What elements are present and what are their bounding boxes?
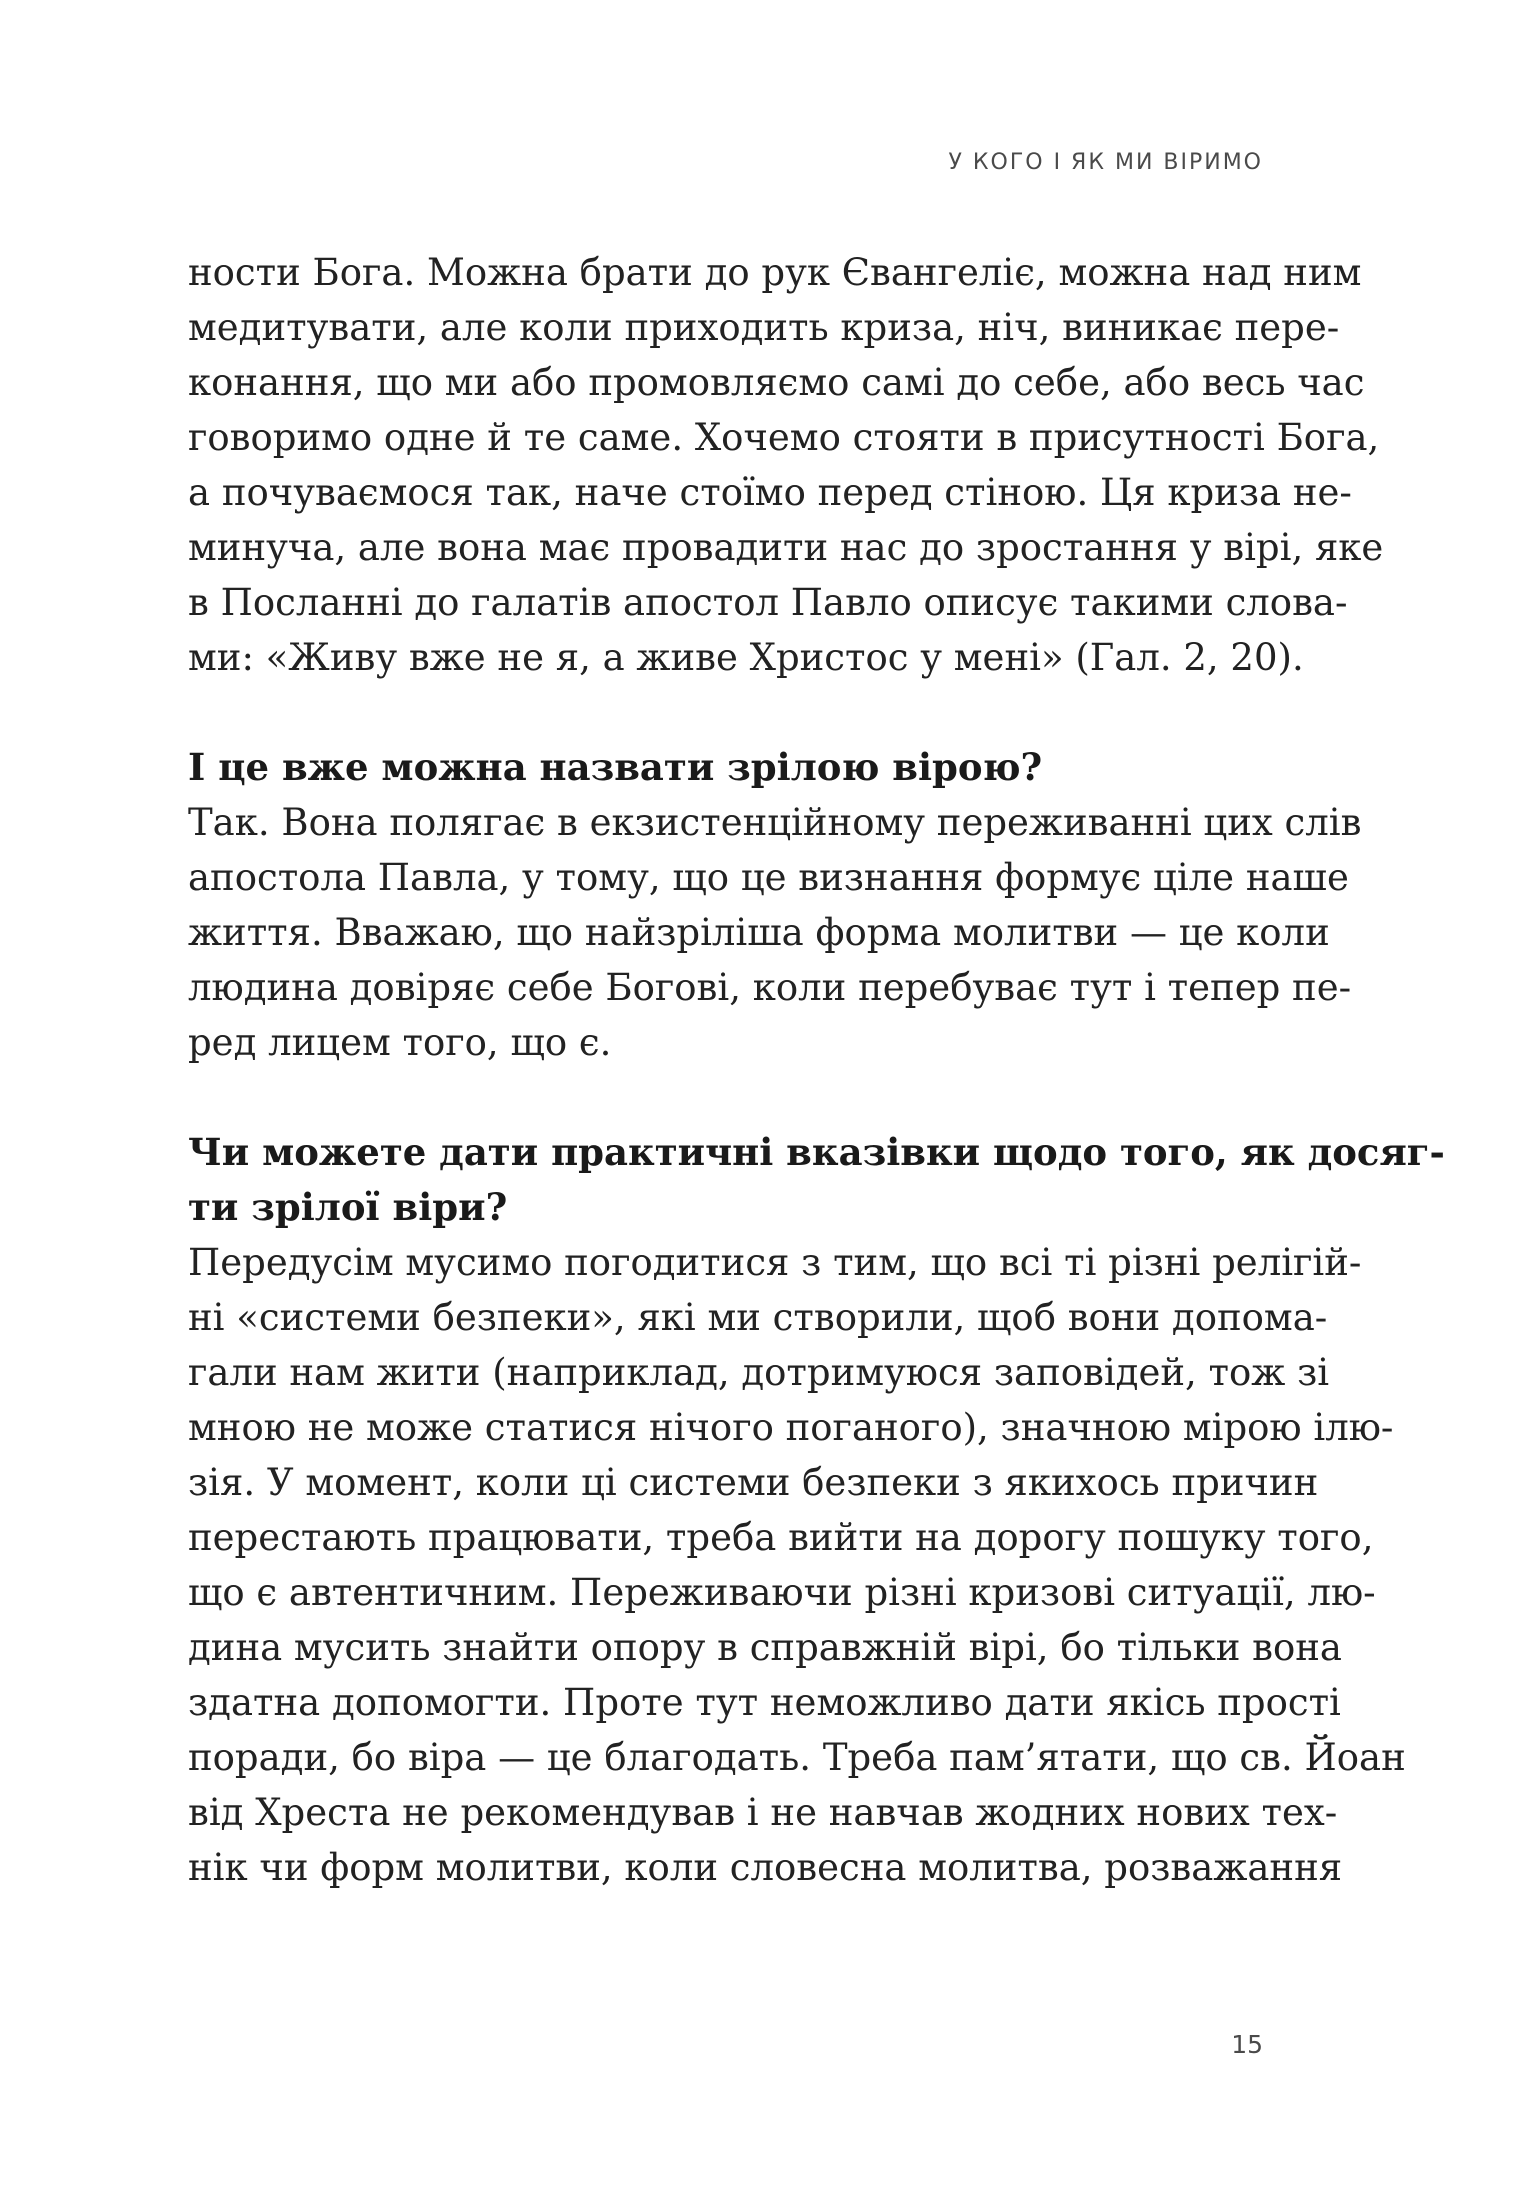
- paragraph-gap: [188, 685, 1263, 740]
- question-line: Чи можете дати практичні вказівки щодо того, як досяг-: [188, 1130, 1445, 1174]
- text-line: перестають працювати, треба вийти на дорогу пошуку того,: [188, 1516, 1374, 1559]
- text-line: поради, бо віра — це благодать. Треба пам’ятати, що св. Йоан: [188, 1736, 1406, 1779]
- question-line: І це вже можна назвати зрілою вірою?: [188, 745, 1043, 789]
- text-line: що є автентичним. Переживаючи різні кризові ситуації, лю-: [188, 1571, 1376, 1614]
- paragraph-continuation: [188, 245, 1384, 685]
- text-line: ности Бога. Можна брати до рук Євангеліє, можна над ним: [188, 251, 1362, 294]
- text-line: апостола Павла, у тому, що це визнання формує ціле наше: [188, 856, 1349, 899]
- text-line: минуча, але вона має провадити нас до зростання у вірі, яке: [188, 526, 1384, 569]
- question-line: ти зрілої віри?: [188, 1185, 508, 1229]
- text-line: в Посланні до галатів апостол Павло описує такими слова-: [188, 581, 1348, 624]
- question-heading: [188, 1125, 1445, 1235]
- body-text: [188, 245, 1445, 1895]
- page-number: 15: [1231, 2030, 1263, 2059]
- running-header: У КОГО І ЯК МИ ВІРИМО: [948, 150, 1263, 175]
- text-line: медитувати, але коли приходить криза, ніч, виникає пере-: [188, 306, 1340, 349]
- text-line: ред лицем того, що є.: [188, 1021, 612, 1064]
- text-line: дина мусить знайти опору в справжній вірі, бо тільки вона: [188, 1626, 1342, 1669]
- text-line: ми: «Живу вже не я, а живе Христос у мені» (Гал. 2, 20).: [188, 636, 1304, 679]
- text-line: життя. Вважаю, що найзріліша форма молитви — це коли: [188, 911, 1330, 954]
- answer-paragraph: [188, 795, 1362, 1070]
- text-line: конання, що ми або промовляємо самі до себе, або весь час: [188, 361, 1365, 404]
- text-line: нік чи форм молитви, коли словесна молитва, розважання: [188, 1846, 1343, 1889]
- text-line: від Хреста не рекомендував і не навчав жодних нових тех-: [188, 1791, 1338, 1834]
- text-line: здатна допомогти. Проте тут неможливо дати якісь прості: [188, 1681, 1341, 1724]
- text-line: ні «системи безпеки», які ми створили, щоб вони допома-: [188, 1296, 1328, 1339]
- text-line: людина довіряє себе Богові, коли перебуває тут і тепер пе-: [188, 966, 1352, 1009]
- answer-paragraph: [188, 1235, 1406, 1895]
- text-line: зія. У момент, коли ці системи безпеки з якихось причин: [188, 1461, 1319, 1504]
- paragraph-gap: [188, 1070, 1263, 1125]
- text-line: говоримо одне й те саме. Хочемо стояти в присутності Бога,: [188, 416, 1380, 459]
- text-line: гали нам жити (наприклад, дотримуюся заповідей, тож зі: [188, 1351, 1330, 1394]
- question-heading: [188, 740, 1263, 795]
- text-line: а почуваємося так, наче стоїмо перед стіною. Ця криза не-: [188, 471, 1352, 514]
- text-line: Так. Вона полягає в екзистенційному переживанні цих слів: [188, 801, 1362, 844]
- text-line: мною не може статися нічого поганого), значною мірою ілю-: [188, 1406, 1394, 1449]
- text-line: Передусім мусимо погодитися з тим, що всі ті різні релігій-: [188, 1241, 1362, 1284]
